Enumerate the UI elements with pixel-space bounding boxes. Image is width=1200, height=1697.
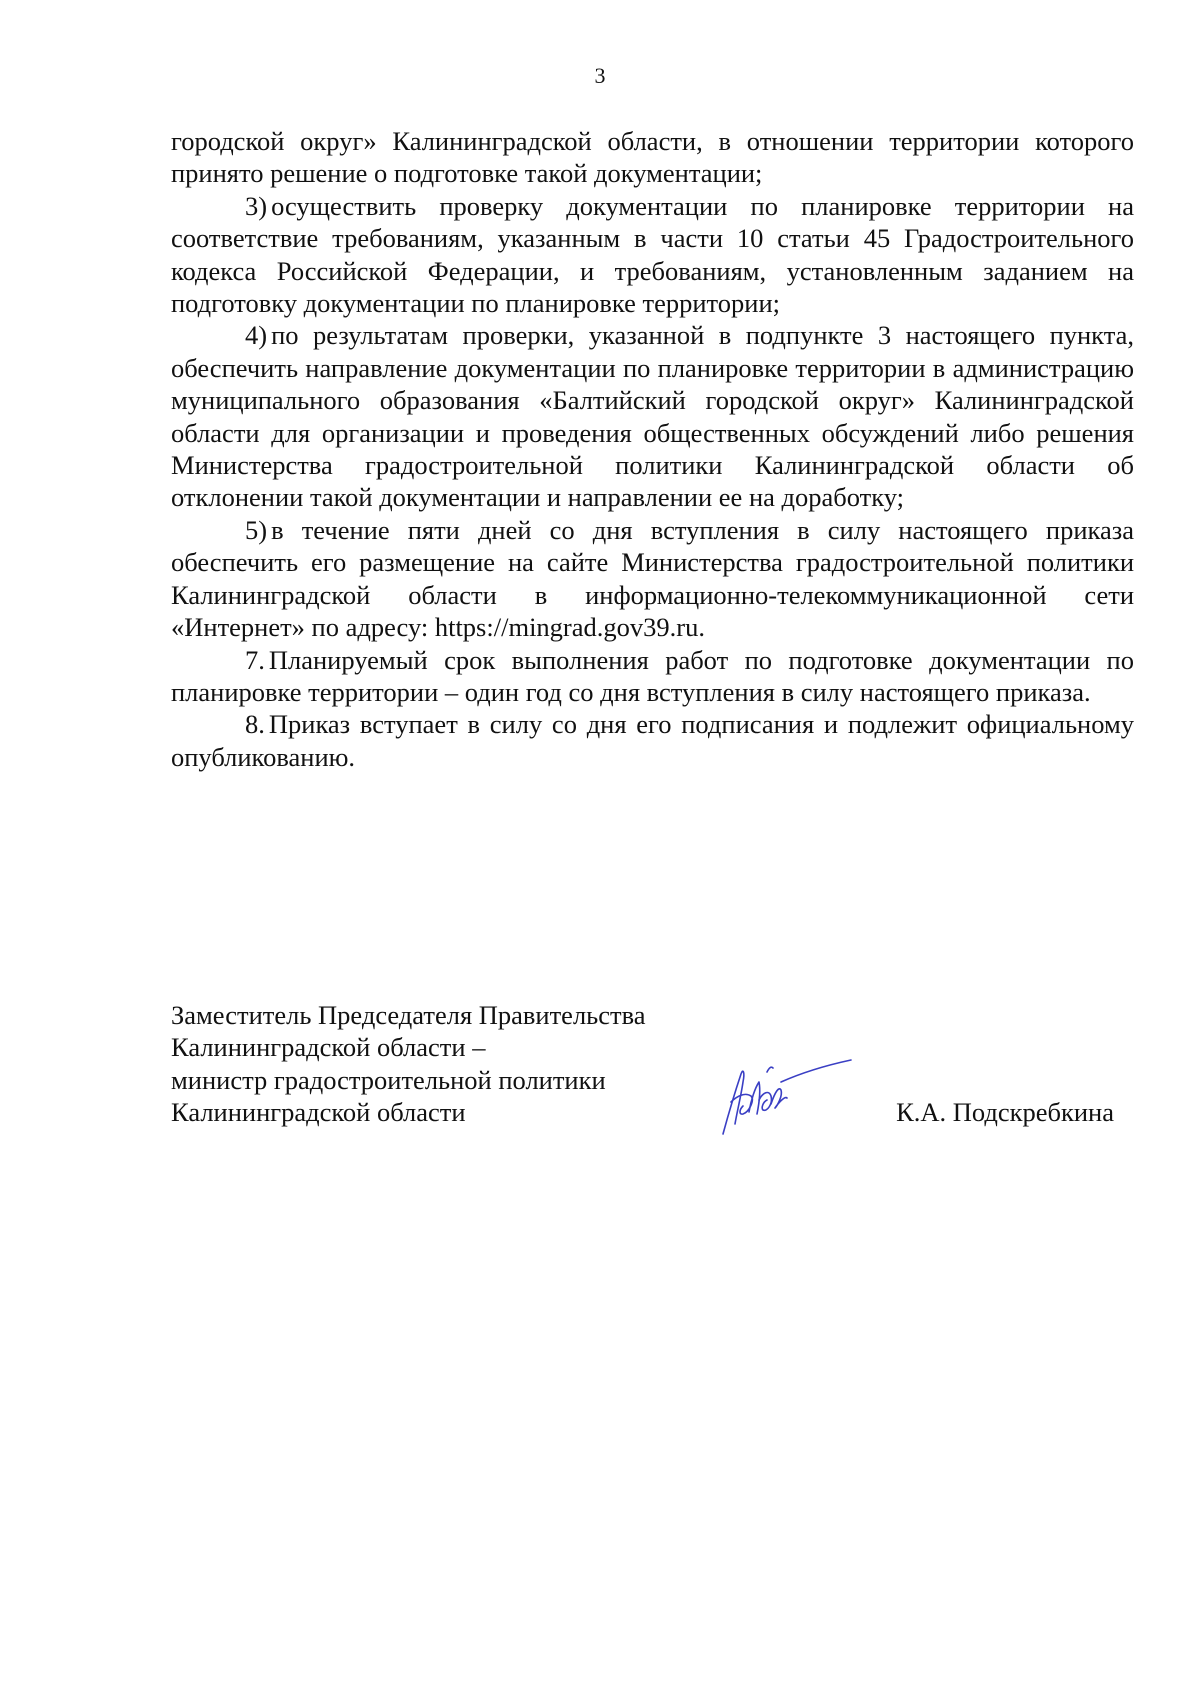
signatory-title-block <box>171 999 646 1129</box>
item-number: 8. <box>245 709 265 740</box>
paragraph-text: Приказ вступает в силу со дня его подписания и подлежит официальному опубликованию. <box>171 709 1134 772</box>
paragraph-item-5 <box>171 514 1134 644</box>
paragraph-item-4 <box>171 319 1134 513</box>
paragraph-continuation <box>171 125 1134 190</box>
signer-name: К.А. Подскребкина <box>896 1097 1114 1127</box>
paragraph-item-7 <box>171 644 1134 709</box>
signatory-title-line: министр градостроительной политики <box>171 1064 606 1095</box>
paragraph-text: городской округ» Калининградской области, в отношении территории которого принято решение о подготовке такой документации; <box>171 126 1134 189</box>
handwritten-signature <box>715 1052 855 1142</box>
item-number: 3) <box>245 190 268 221</box>
paragraph-text: осуществить проверку документации по планировке территории на соответствие требованиям, указанным в части 10 статьи 45 Градостроительного кодекса Российской Федерации, и требованиям, установленным заданием на подготовку документации по планировке территории; <box>171 190 1134 319</box>
paragraph-text: по результатам проверки, указанной в подпункте 3 настоящего пункта, обеспечить направление документации по планировке территории в администрацию муниципального образования «Балтийский городской округ» Калининградской области для организации и проведения общественных обсуждений либо решения Министерства градостроительной политики Калининградской области об отклонении такой документации и направлении ее на доработку; <box>171 320 1134 513</box>
item-number: 7. <box>245 644 265 675</box>
paragraph-text: Планируемый срок выполнения работ по подготовке документации по планировке территории – один год со дня вступления в силу настоящего приказа. <box>171 644 1134 707</box>
signatory-title-line: Калининградской области <box>171 1097 466 1128</box>
document-body <box>171 125 1134 773</box>
signatory-title-line: Калининградской области – <box>171 1032 486 1063</box>
paragraph-text: в течение пяти дней со дня вступления в силу настоящего приказа обеспечить его размещение на сайте Министерства градостроительной политики Калининградской области в информационно-телекоммуникационной сети «Интернет» по адресу: https://mingrad.gov39.ru. <box>171 514 1134 643</box>
paragraph-item-8 <box>171 708 1134 773</box>
item-number: 4) <box>245 320 268 351</box>
item-number: 5) <box>245 514 268 545</box>
paragraph-item-3 <box>171 190 1134 320</box>
signatory-title-line: Заместитель Председателя Правительства <box>171 1000 646 1030</box>
page-number: 3 <box>594 63 606 88</box>
